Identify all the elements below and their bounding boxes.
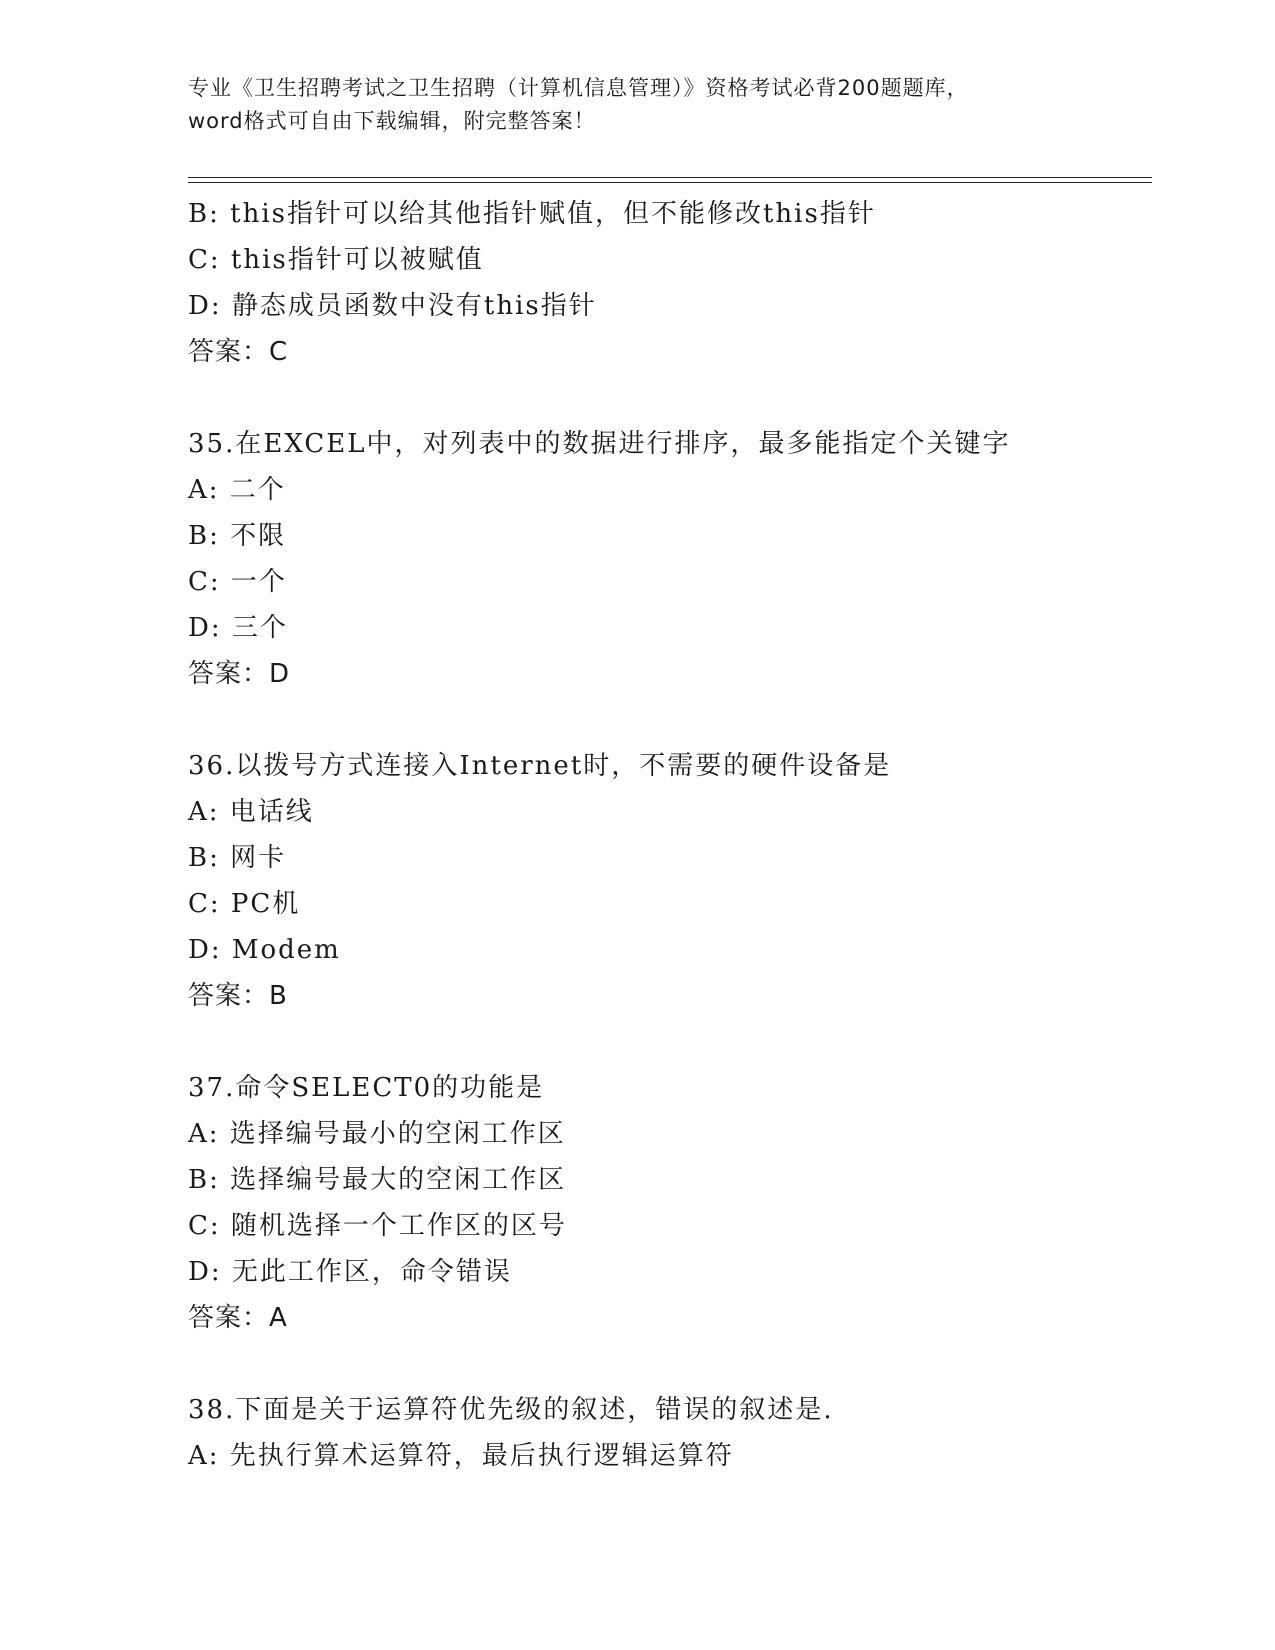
question-38: [188, 1387, 1152, 1479]
option-a: A: 先执行算术运算符，最后执行逻辑运算符: [188, 1441, 734, 1471]
answer-line: 答案：A: [188, 1303, 288, 1333]
question-37: [188, 1065, 1152, 1341]
header-rule-bottom: [188, 182, 1152, 183]
question-stem: 36.以拨号方式连接入Internet时，不需要的硬件设备是: [188, 751, 892, 781]
option-d: D: 无此工作区，命令错误: [188, 1257, 512, 1287]
option-b: B: this指针可以给其他指针赋值，但不能修改this指针: [188, 199, 876, 229]
header-rule-top: [188, 177, 1152, 178]
question-stem: 35.在EXCEL中，对列表中的数据进行排序，最多能指定个关键字: [188, 429, 1011, 459]
answer-line: 答案：B: [188, 981, 288, 1011]
question-36: [188, 743, 1152, 1019]
option-a: A: 二个: [188, 475, 286, 505]
question-stem: 37.命令SELECT0的功能是: [188, 1073, 545, 1103]
option-b: B: 不限: [188, 521, 287, 551]
option-d: D: 三个: [188, 613, 288, 643]
header-line-1: 专业《卫生招聘考试之卫生招聘（计算机信息管理）》资格考试必背200题题库，: [188, 76, 969, 100]
question-continuation: [188, 191, 1152, 375]
option-a: A: 选择编号最小的空闲工作区: [188, 1119, 566, 1149]
question-stem: 38.下面是关于运算符优先级的叙述，错误的叙述是.: [188, 1395, 834, 1425]
spacer: [188, 375, 1152, 421]
question-35: [188, 421, 1152, 697]
answer-line: 答案：D: [188, 659, 291, 689]
document-header: [188, 72, 1088, 138]
option-b: B: 选择编号最大的空闲工作区: [188, 1165, 567, 1195]
spacer: [188, 697, 1152, 743]
option-c: C: this指针可以被赋值: [188, 245, 484, 275]
option-a: A: 电话线: [188, 797, 314, 827]
spacer: [188, 1019, 1152, 1065]
option-b: B: 网卡: [188, 843, 287, 873]
option-c: C: 随机选择一个工作区的区号: [188, 1211, 567, 1241]
option-d: D: Modem: [188, 935, 341, 965]
option-c: C: 一个: [188, 567, 287, 597]
question-list: [188, 191, 1152, 1479]
answer-line: 答案：C: [188, 337, 289, 367]
spacer: [188, 1341, 1152, 1387]
option-c: C: PC机: [188, 889, 301, 919]
option-d: D: 静态成员函数中没有this指针: [188, 291, 597, 321]
header-line-2: word格式可自由下载编辑，附完整答案！: [188, 109, 596, 133]
